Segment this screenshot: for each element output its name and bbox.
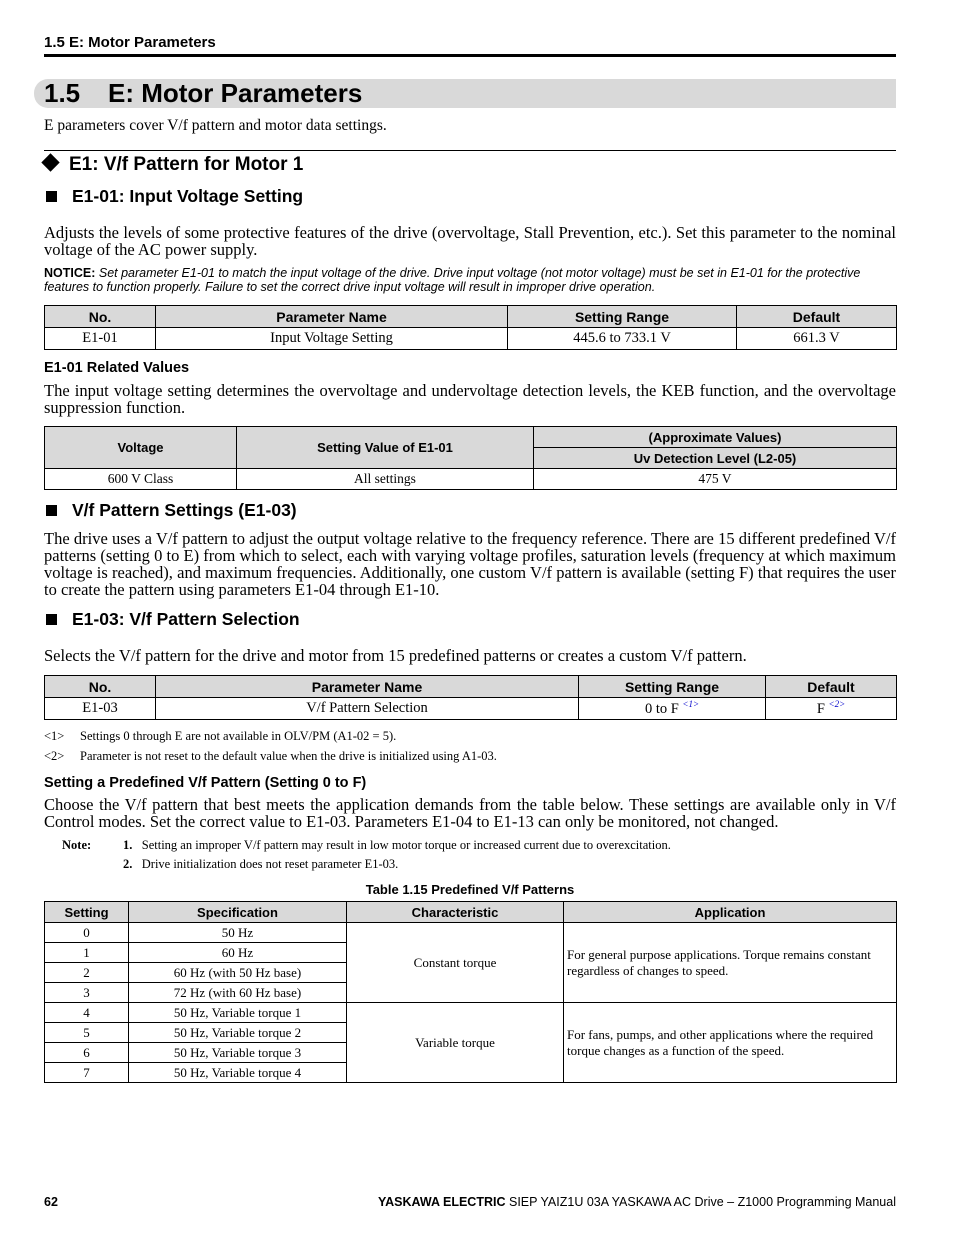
- footnote-1: [44, 729, 396, 744]
- col-header-voltage: Voltage: [45, 427, 237, 469]
- note-number: 1.: [123, 838, 133, 852]
- table-cell-setting: 4: [45, 1003, 129, 1023]
- e1-heading-text: E1: V/f Pattern for Motor 1: [69, 154, 304, 175]
- table-row: [45, 1003, 897, 1023]
- related-table: [44, 426, 897, 490]
- footer-doc-info: [378, 1195, 896, 1209]
- section-title-text: E: Motor Parameters: [108, 78, 363, 108]
- predefined-vf-table: [44, 901, 897, 1083]
- col-header-characteristic: Characteristic: [347, 902, 564, 923]
- table-cell-setting: 5: [45, 1023, 129, 1043]
- footnote-number: <2>: [44, 749, 65, 763]
- range-value: 0 to F: [644, 700, 679, 717]
- predefined-text: Choose the V/f pattern that best meets the application demands from the table below. These settings are available only in V/f Control modes. Set the correct value to E1-03. Parameters E1-04 to E1-13 can only be monitored, not changed.: [44, 795, 896, 831]
- col-header-default: Default: [737, 306, 897, 328]
- footnote-2: [44, 749, 497, 764]
- related-heading: E1-01 Related Values: [44, 360, 190, 376]
- notice: [44, 266, 896, 294]
- table-cell-setting-value: All settings: [237, 469, 534, 490]
- table-cell-application: For general purpose applications. Torque remains constant regardless of changes to speed.: [564, 923, 897, 1003]
- vf-settings-text: The drive uses a V/f pattern to adjust the output voltage relative to the frequency reference. There are 15 different predefined V/f patterns (setting 0 to E) from which to select, each with varying voltage profiles, saturation levels (frequency at which maximum voltage is reached), and maximum frequencies. Additionally, one custom V/f pattern is available (setting F) that requires the user to create the pattern using parameters E1-04 through E1-10.: [44, 529, 896, 599]
- col-header-no: No.: [45, 306, 156, 328]
- col-header-default: Default: [766, 676, 897, 698]
- footnote-text: Settings 0 through E are not available in OLV/PM (A1-02 = 5).: [80, 729, 397, 743]
- default-value: F: [816, 700, 825, 717]
- table-cell-setting: 3: [45, 983, 129, 1003]
- e1-heading: [40, 154, 303, 176]
- table-cell-spec: 50 Hz, Variable torque 1: [129, 1003, 347, 1023]
- table-cell-spec: 50 Hz: [129, 923, 347, 943]
- col-header-range: Setting Range: [508, 306, 737, 328]
- e101-heading: [44, 186, 303, 207]
- square-bullet-icon: [46, 191, 57, 202]
- e103-heading: [44, 609, 300, 630]
- col-header-setting: Setting: [45, 902, 129, 923]
- col-header-name: Parameter Name: [156, 676, 579, 698]
- page-number: 62: [44, 1195, 58, 1209]
- related-text: The input voltage setting determines the overvoltage and undervoltage detection levels, the KEB function, and the overvoltage suppression function.: [44, 381, 896, 417]
- footnote-ref-1-link[interactable]: <1>: [682, 699, 700, 710]
- col-header-setting-value: Setting Value of E1-01: [237, 427, 534, 469]
- table-cell-range: [579, 698, 766, 720]
- intro-text: E parameters cover V/f pattern and motor data settings.: [44, 117, 387, 134]
- table-cell-spec: 50 Hz, Variable torque 3: [129, 1043, 347, 1063]
- section-title: [44, 77, 362, 109]
- table-cell-spec: 60 Hz (with 50 Hz base): [129, 963, 347, 983]
- table-cell-characteristic: Constant torque: [347, 923, 564, 1003]
- diamond-icon: [41, 153, 59, 171]
- footnote-number: <1>: [44, 729, 65, 743]
- table-cell-default: 661.3 V: [737, 328, 897, 350]
- e103-heading-text: E1-03: V/f Pattern Selection: [72, 609, 300, 629]
- table-cell-setting: 6: [45, 1043, 129, 1063]
- table-cell-spec: 60 Hz: [129, 943, 347, 963]
- e101-description: Adjusts the levels of some protective features of the drive (overvoltage, Stall Prevention, etc.). Set this parameter to the nominal voltage of the AC power supply.: [44, 223, 896, 259]
- table-cell-application: For fans, pumps, and other applications where the required torque changes as a function of the speed.: [564, 1003, 897, 1083]
- predefined-heading: Setting a Predefined V/f Pattern (Setting 0 to F): [44, 775, 367, 791]
- table-cell-setting: 1: [45, 943, 129, 963]
- footnote-ref-2-link[interactable]: <2>: [828, 699, 846, 710]
- col-header-application: Application: [564, 902, 897, 923]
- table-caption: Table 1.15 Predefined V/f Patterns: [365, 882, 575, 897]
- col-header-range: Setting Range: [579, 676, 766, 698]
- e101-table: [44, 305, 897, 350]
- note-text: Drive initialization does not reset parameter E1-03.: [141, 857, 399, 871]
- table-cell-spec: 50 Hz, Variable torque 4: [129, 1063, 347, 1083]
- table-cell-setting: 7: [45, 1063, 129, 1083]
- table-cell-spec: 72 Hz (with 60 Hz base): [129, 983, 347, 1003]
- note-number: 2.: [123, 857, 133, 871]
- table-cell-spec: 50 Hz, Variable torque 2: [129, 1023, 347, 1043]
- notice-label: NOTICE:: [44, 266, 96, 280]
- e103-text: Selects the V/f pattern for the drive and motor from 15 predefined patterns or creates a custom V/f pattern.: [44, 646, 747, 665]
- col-header-no: No.: [45, 676, 156, 698]
- table-cell-no: E1-03: [45, 698, 156, 720]
- note-item-1: [123, 838, 671, 853]
- e103-table: [44, 675, 897, 720]
- e101-heading-text: E1-01: Input Voltage Setting: [72, 186, 304, 206]
- note-item-2: [123, 857, 398, 872]
- table-cell-setting: 0: [45, 923, 129, 943]
- table-cell-uv: 475 V: [534, 469, 897, 490]
- table-cell-characteristic: Variable torque: [347, 1003, 564, 1083]
- table-row: [45, 923, 897, 943]
- note-label: Note:: [62, 838, 92, 852]
- table-cell-voltage: 600 V Class: [45, 469, 237, 490]
- col-header-name: Parameter Name: [156, 306, 508, 328]
- col-header-specification: Specification: [129, 902, 347, 923]
- table-cell-range: 445.6 to 733.1 V: [508, 328, 737, 350]
- table-cell-name: Input Voltage Setting: [156, 328, 508, 350]
- vf-settings-heading: [44, 500, 297, 521]
- section-number: 1.5: [44, 78, 81, 108]
- square-bullet-icon: [46, 614, 57, 625]
- footer-doc-title: SIEP YAIZ1U 03A YASKAWA AC Drive – Z1000 Programming Manual: [509, 1195, 896, 1209]
- table-cell-default: [766, 698, 897, 720]
- note-text: Setting an improper V/f pattern may result in low motor torque or increased current due to overexcitation.: [141, 838, 671, 852]
- vf-settings-heading-text: V/f Pattern Settings (E1-03): [72, 500, 297, 520]
- footnote-text: Parameter is not reset to the default value when the drive is initialized using A1-03.: [80, 749, 497, 763]
- table-cell-name: V/f Pattern Selection: [156, 698, 579, 720]
- running-head: 1.5 E: Motor Parameters: [44, 34, 216, 51]
- footer-brand: YASKAWA ELECTRIC: [377, 1195, 506, 1209]
- header-rule: [44, 54, 896, 57]
- square-bullet-icon: [46, 505, 57, 516]
- col-header-uv: Uv Detection Level (L2-05): [534, 448, 897, 469]
- table-cell-no: E1-01: [45, 328, 156, 350]
- divider: [44, 150, 896, 151]
- col-header-approx: (Approximate Values): [534, 427, 897, 448]
- table-cell-setting: 2: [45, 963, 129, 983]
- notice-text: Set parameter E1-01 to match the input voltage of the drive. Drive input voltage (not motor voltage) must be set in E1-01 for the protective features to function properly. Failure to set the correct drive input voltage will result in improper drive operation.: [44, 266, 861, 294]
